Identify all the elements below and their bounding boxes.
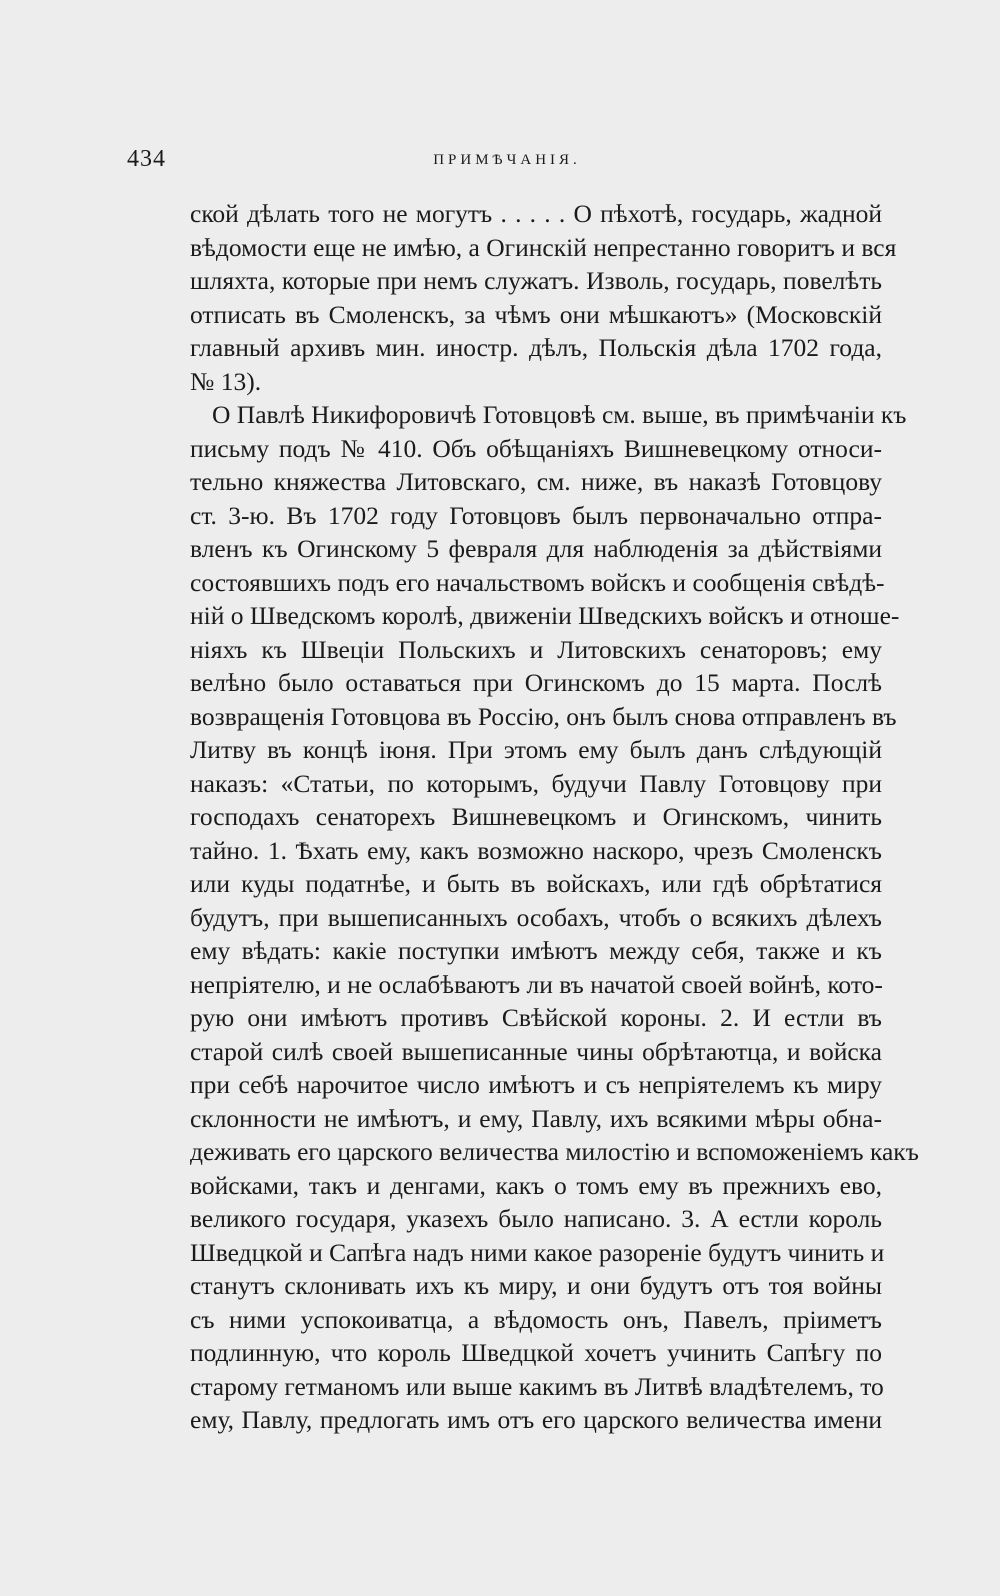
text-line: склонности не имѣютъ, и ему, Павлу, ихъ всякими мѣры обна-: [190, 1103, 882, 1133]
text-line: возвращенія Готовцова въ Россію, онъ былъ снова отправленъ въ: [190, 701, 897, 731]
text-line: вѣдомости еще не имѣю, а Огинскій непрестанно говоритъ и вся: [190, 232, 897, 262]
text-line: тельно княжества Литовскаго, см. ниже, въ наказѣ Готовцову: [190, 467, 882, 496]
page-number: 434: [127, 146, 166, 172]
text-line: О Павлѣ Никифоровичѣ Готовцовѣ см. выше, въ примѣчаніи къ: [212, 400, 907, 429]
body-text: [190, 197, 919, 1437]
text-line: тайно. 1. Ѣхать ему, какъ возможно наскоро, чрезъ Смоленскъ: [190, 835, 882, 865]
text-line: главный архивъ мин. иностр. дѣлъ, Польскія дѣла 1702 года,: [190, 333, 882, 362]
text-line: или куды податнѣе, и быть въ войскахъ, или гдѣ обрѣтатися: [190, 869, 882, 898]
text-line: Литву въ концѣ іюня. При этомъ ему былъ данъ слѣдующій: [190, 735, 882, 764]
text-line: Шведцкой и Сапѣга надъ ними какое разореніе будутъ чинить и: [190, 1237, 885, 1267]
text-line: будутъ, при вышеписанныхъ особахъ, чтобъ о всякихъ дѣлехъ: [190, 902, 882, 932]
text-line: великого государя, указехъ было написано. 3. А естли король: [190, 1204, 882, 1233]
running-title: ПРИМѢЧАНІЯ.: [433, 152, 581, 168]
text-line: состоявшихъ подъ его начальствомъ войскъ и сообщенія свѣдѣ-: [190, 567, 885, 597]
text-line: старому гетманомъ или выше какимъ въ Литвѣ владѣтелемъ, то: [190, 1371, 884, 1401]
text-line: при себѣ нарочитое число имѣютъ и съ непріятелемъ къ миру: [190, 1070, 882, 1099]
text-line: станутъ склонивать ихъ къ миру, и они будутъ отъ тоя войны: [190, 1271, 882, 1300]
text-line: рую они имѣютъ противъ Свѣйской короны. 2. И естли въ: [190, 1003, 882, 1032]
text-line: письму подъ № 410. Объ обѣщаніяхъ Вишневецкому относи-: [190, 433, 882, 463]
text-line: непріятелю, и не ослабѣваютъ ли въ начатой своей войнѣ, кото-: [190, 969, 883, 999]
text-line: шляхта, которые при немъ служатъ. Изволь, государь, повелѣть: [190, 266, 882, 295]
text-line: съ ними успокоиватца, а вѣдомость онъ, Павелъ, пріиметъ: [190, 1304, 882, 1334]
text-line: наказъ: «Статьи, по которымъ, будучи Павлу Готовцову при: [190, 768, 882, 798]
text-line: господахъ сенаторехъ Вишневецкомъ и Огинскомъ, чинить: [190, 802, 882, 831]
text-line: ст. 3-ю. Въ 1702 году Готовцовъ былъ первоначально отпра-: [190, 500, 882, 530]
text-line: ему вѣдать: какіе поступки имѣютъ между себя, также и къ: [190, 936, 882, 965]
text-line: деживать его царского величества милостію и вспоможеніемъ какъ: [190, 1137, 919, 1166]
text-line: ніяхъ къ Швеціи Польскихъ и Литовскихъ сенаторовъ; ему: [190, 634, 882, 664]
text-line: подлинную, что король Шведцкой хочетъ учинить Сапѣгу по: [190, 1338, 882, 1367]
text-line: № 13).: [190, 366, 262, 396]
text-line: ему, Павлу, предлогать имъ отъ его царского величества имени: [190, 1405, 882, 1434]
text-line: ской дѣлать того не могутъ . . . . . О пѣхотѣ, государь, жадной: [190, 199, 882, 228]
text-line: ній о Шведскомъ королѣ, движеніи Шведскихъ войскъ и отноше-: [190, 601, 900, 630]
text-line: войсками, такъ и денгами, какъ о томъ ему въ прежнихъ ево,: [190, 1170, 882, 1200]
text-line: старой силѣ своей вышеписанные чины обрѣтаютца, и войска: [190, 1036, 882, 1066]
text-line: вленъ къ Огинскому 5 февраля для наблюденія за дѣйствіями: [190, 534, 882, 563]
text-line: велѣно было оставаться при Огинскомъ до 15 марта. Послѣ: [190, 668, 882, 697]
text-line: отписать въ Смоленскъ, за чѣмъ они мѣшкаютъ» (Московскій: [190, 299, 882, 329]
page-header: [127, 146, 887, 176]
